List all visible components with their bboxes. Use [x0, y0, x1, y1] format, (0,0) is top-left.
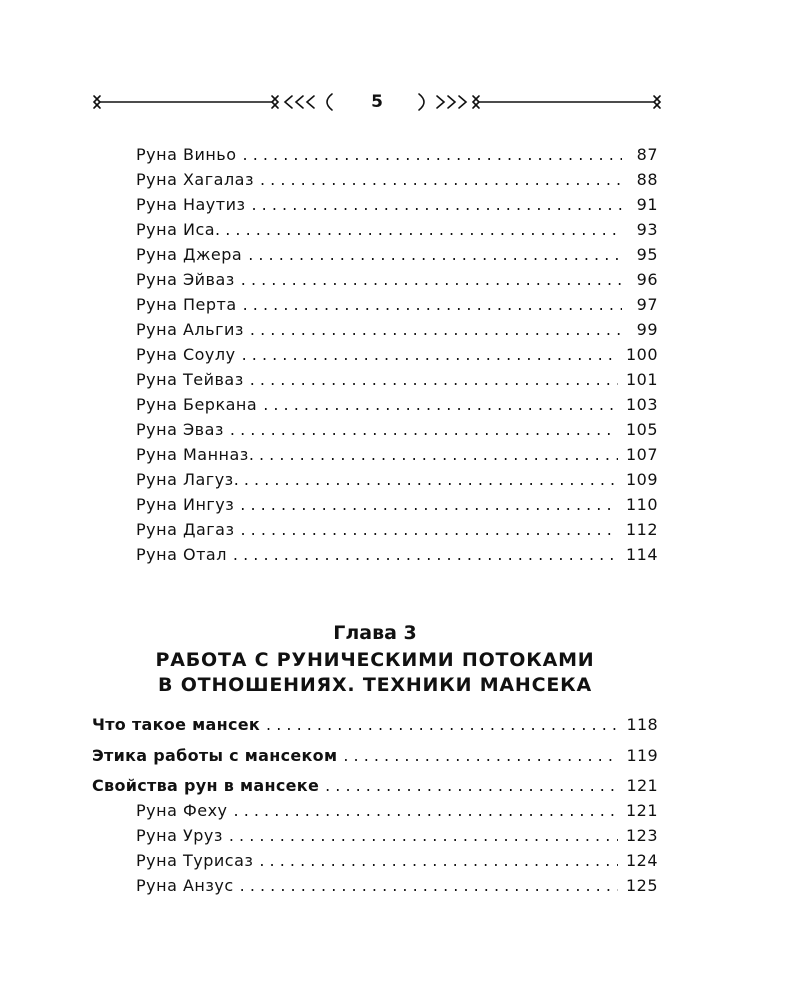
toc-entry-page: 97 — [636, 295, 658, 314]
toc-entry-page: 123 — [625, 826, 658, 845]
toc-entry-page: 100 — [625, 345, 658, 364]
toc-entry[interactable] — [136, 293, 658, 317]
chapter-title-line-1: РАБОТА С РУНИЧЕСКИМИ ПОТОКАМИ — [155, 649, 595, 671]
toc-entry[interactable] — [136, 143, 658, 167]
toc-leader-dots — [241, 518, 618, 542]
toc-entry-title: Руна Виньо — [136, 145, 237, 164]
toc-leader-dots — [215, 218, 622, 242]
toc-leader-dots — [233, 543, 618, 567]
toc-leader-dots — [263, 393, 618, 417]
toc-leader-dots — [259, 849, 618, 873]
toc-section-title: Свойства рун в мансеке — [92, 776, 320, 795]
toc-section[interactable] — [92, 713, 658, 737]
toc-entry-title: Руна Хагалаз — [136, 170, 254, 189]
toc-entry-page: 88 — [636, 170, 658, 189]
toc-entry-title: Руна Тейваз — [136, 370, 244, 389]
toc-entry-title: Руна Беркана — [136, 395, 258, 414]
toc-entry[interactable] — [136, 874, 658, 898]
toc-entry[interactable] — [136, 824, 658, 848]
page-number: 5 — [371, 92, 383, 112]
toc-entry[interactable] — [136, 493, 658, 517]
toc-entry-page: 95 — [636, 245, 658, 264]
toc-entry[interactable] — [136, 343, 658, 367]
toc-leader-dots — [248, 243, 622, 267]
toc-entry-title: Руна Турисаз — [136, 851, 254, 870]
toc-entry-title: Руна Манназ — [136, 445, 249, 464]
toc-leader-dots — [234, 799, 618, 823]
toc-entry-title: Руна Наутиз — [136, 195, 246, 214]
toc-entry-page: 114 — [625, 545, 658, 564]
toc-entry[interactable] — [136, 243, 658, 267]
toc-entry-title: Руна Анзус — [136, 876, 234, 895]
toc-entry-page: 121 — [625, 801, 658, 820]
toc-entry[interactable] — [136, 468, 658, 492]
toc-entry[interactable] — [136, 849, 658, 873]
toc-entry-title: Руна Отал — [136, 545, 227, 564]
toc-entry-page: 87 — [636, 145, 658, 164]
toc-entry-title: Руна Уруз — [136, 826, 223, 845]
page-header — [92, 88, 662, 116]
toc-leader-dots — [229, 824, 618, 848]
toc-entry[interactable] — [136, 518, 658, 542]
toc-entry-page: 96 — [636, 270, 658, 289]
toc-entry-page: 124 — [625, 851, 658, 870]
toc-entry-title: Руна Эваз — [136, 420, 224, 439]
toc-section[interactable] — [92, 744, 658, 768]
toc-entry[interactable] — [136, 268, 658, 292]
toc-leader-dots — [343, 744, 618, 768]
toc-entry-page: 93 — [636, 220, 658, 239]
toc-section-title: Этика работы с мансеком — [92, 746, 338, 765]
toc-entry[interactable] — [136, 799, 658, 823]
toc-entry-title: Руна Перта — [136, 295, 237, 314]
toc-entry[interactable] — [136, 543, 658, 567]
toc-leader-dots — [250, 318, 622, 342]
chapter-label: Глава 3 — [333, 622, 417, 644]
toc-entry-page: 107 — [625, 445, 658, 464]
toc-entry[interactable] — [136, 393, 658, 417]
toc-entry[interactable] — [136, 218, 658, 242]
toc-entry[interactable] — [136, 443, 658, 467]
toc-leader-dots — [242, 343, 618, 367]
toc-leader-dots — [240, 874, 618, 898]
toc-entry-title: Руна Ингуз — [136, 495, 235, 514]
toc-leader-dots — [240, 493, 618, 517]
toc-section-title: Что такое мансек — [92, 715, 261, 734]
toc-leader-dots — [249, 443, 618, 467]
toc-entry[interactable] — [136, 318, 658, 342]
toc-section-page: 121 — [626, 776, 658, 795]
toc-entry-page: 105 — [625, 420, 658, 439]
toc-leader-dots — [243, 143, 622, 167]
toc-leader-dots — [230, 418, 618, 442]
toc-section-page: 118 — [626, 715, 658, 734]
toc-entry[interactable] — [136, 193, 658, 217]
toc-entry-page: 110 — [625, 495, 658, 514]
toc-entry[interactable] — [136, 418, 658, 442]
toc-leader-dots — [252, 193, 623, 217]
toc-entry-title: Руна Дагаз — [136, 520, 235, 539]
toc-entry-title: Руна Иса — [136, 220, 216, 239]
toc-entry-title: Руна Эйваз — [136, 270, 235, 289]
toc-leader-dots — [250, 368, 618, 392]
toc-entry-title: Руна Джера — [136, 245, 243, 264]
toc-leader-dots — [234, 468, 618, 492]
toc-entry-page: 112 — [625, 520, 658, 539]
toc-leader-dots — [325, 774, 618, 798]
chapter-title-line-2: В ОТНОШЕНИЯХ. ТЕХНИКИ МАНСЕКА — [158, 674, 592, 696]
toc-entry-title: Руна Соулу — [136, 345, 236, 364]
toc-section[interactable] — [92, 774, 658, 798]
toc-entry-page: 99 — [636, 320, 658, 339]
toc-section-page: 119 — [626, 746, 658, 765]
toc-entry-page: 103 — [625, 395, 658, 414]
toc-entry-title: Руна Лагуз — [136, 470, 234, 489]
toc-entry-page: 101 — [625, 370, 658, 389]
toc-entry-title: Руна Феху — [136, 801, 228, 820]
toc-leader-dots — [243, 293, 622, 317]
toc-entry[interactable] — [136, 168, 658, 192]
toc-entry[interactable] — [136, 368, 658, 392]
toc-entry-page: 109 — [625, 470, 658, 489]
toc-entry-page: 125 — [625, 876, 658, 895]
toc-leader-dots — [266, 713, 619, 737]
toc-leader-dots — [241, 268, 622, 292]
toc-leader-dots — [260, 168, 622, 192]
toc-entry-title: Руна Альгиз — [136, 320, 244, 339]
toc-entry-page: 91 — [636, 195, 658, 214]
